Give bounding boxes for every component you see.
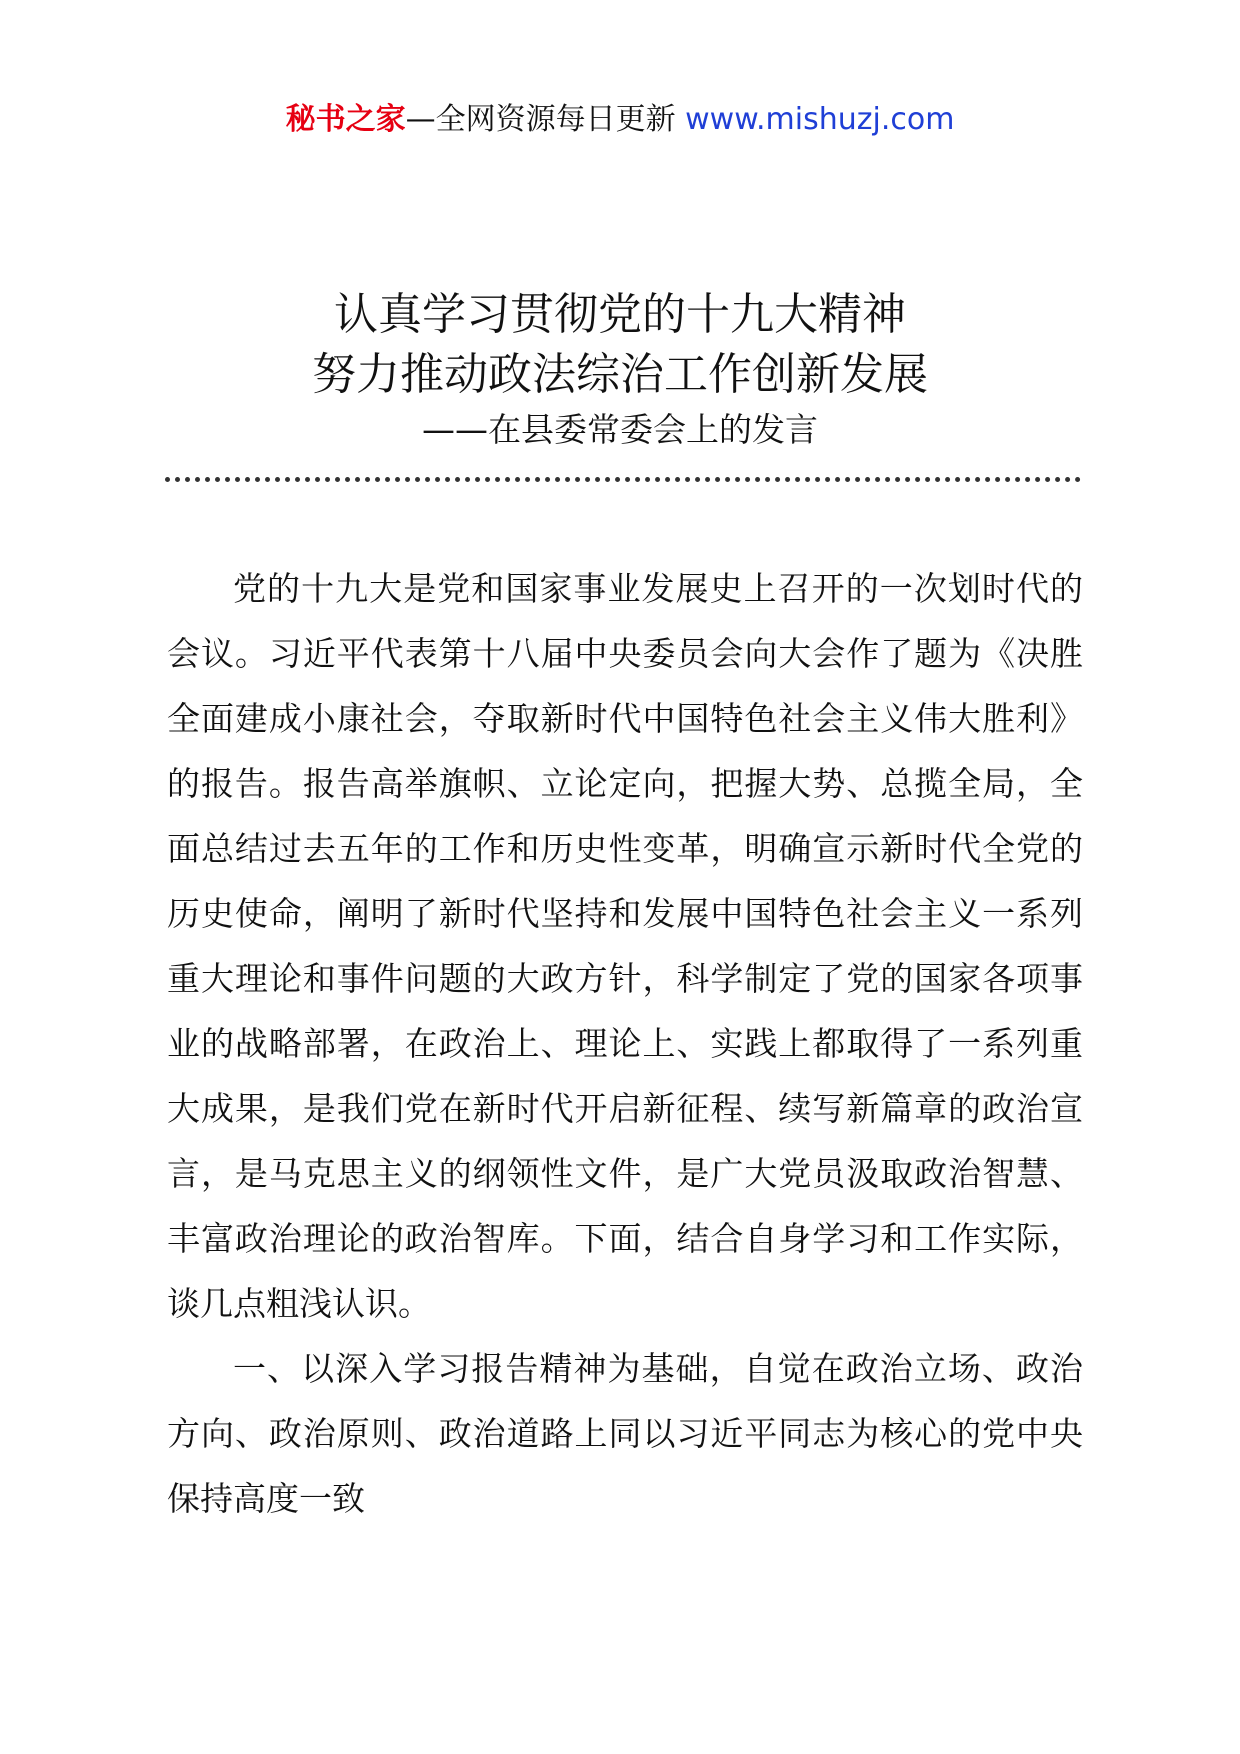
site-header bbox=[0, 98, 1240, 142]
section-heading-1: 一、以深入学习报告精神为基础，自觉在政治立场、政治方向、政治原则、政治道路上同以习近平同志为核心的党中央保持高度一致 bbox=[167, 1349, 1083, 1518]
document-subtitle: ——在县委常委会上的发言 bbox=[422, 410, 818, 449]
document-body bbox=[167, 556, 1083, 1531]
site-brand: 秘书之家 bbox=[285, 102, 406, 137]
title-divider bbox=[165, 477, 1081, 482]
document-title-block bbox=[0, 285, 1240, 453]
body-paragraph-intro: 党的十九大是党和国家事业发展史上召开的一次划时代的会议。习近平代表第十八届中央委员会向大会作了题为《决胜全面建成小康社会，夺取新时代中国特色社会主义伟大胜利》的报告。报告高举旗帜、立论定向，把握大势、总揽全局，全面总结过去五年的工作和历史性变革，明确宣示新时代全党的历史使命，阐明了新时代坚持和发展中国特色社会主义一系列重大理论和事件问题的大政方针，科学制定了党的国家各项事业的战略部署，在政治上、理论上、实践上都取得了一系列重大成果，是我们党在新时代开启新征程、续写新篇章的政治宣言，是马克思主义的纲领性文件，是广大党员汲取政治智慧、丰富政治理论的政治智库。下面，结合自身学习和工作实际，谈几点粗浅认识。 bbox=[167, 569, 1083, 1323]
site-tagline: —全网资源每日更新 bbox=[405, 102, 676, 137]
document-title-line-2: 努力推动政法综治工作创新发展 bbox=[312, 349, 928, 400]
site-url-link[interactable]: www.mishuzj.com bbox=[685, 102, 955, 137]
document-title-line-1: 认真学习贯彻党的十九大精神 bbox=[334, 289, 906, 340]
